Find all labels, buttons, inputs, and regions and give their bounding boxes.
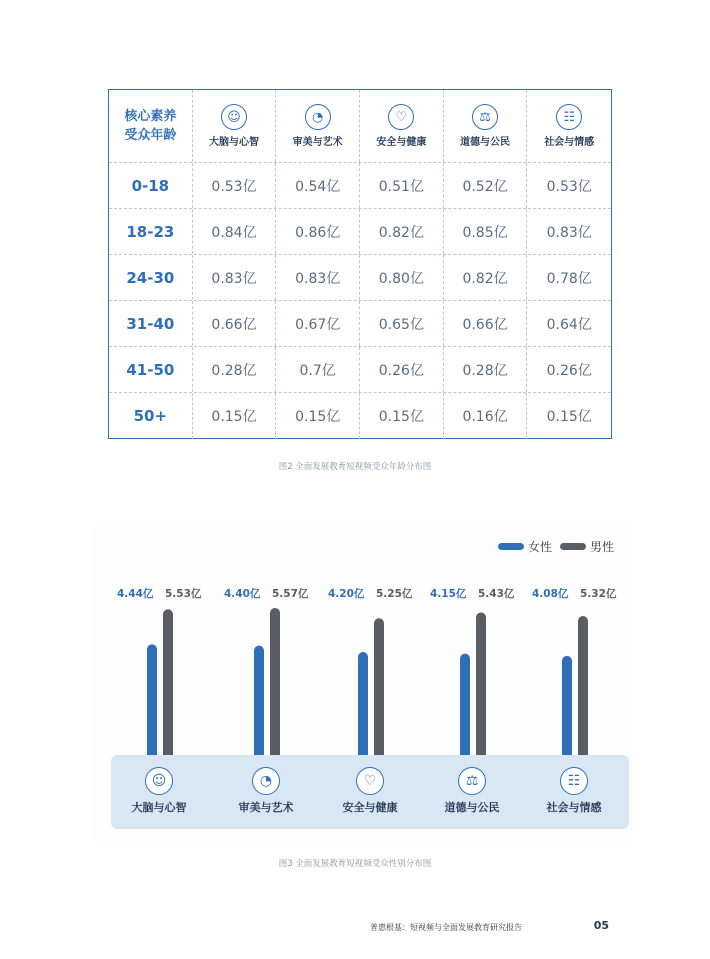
value-label-male: 5.43亿 [478,588,515,600]
palette-icon: ◔ [305,104,331,130]
scales-icon: ⚖ [458,767,486,795]
value-label-male: 5.32亿 [580,588,617,600]
value-label-male: 5.57亿 [272,588,309,600]
stethoscope-icon: ♡ [356,767,384,795]
value-label-female: 4.20亿 [328,588,365,600]
category-label: 大脑与心智 [131,801,187,814]
column-header-brain [193,90,277,162]
table-row [109,255,611,301]
column-header-label: 审美与艺术 [292,137,343,148]
category-item [216,767,316,815]
legend-item-male [560,538,614,555]
age-group-label: 31-40 [109,301,193,346]
category-item [422,767,522,815]
table-cell: 0.15亿 [193,393,277,439]
table-body [109,163,611,439]
value-label-female: 4.08亿 [532,588,569,600]
table-cell: 0.83亿 [193,255,277,300]
chart-caption: 图3 全面发展教育短视频受众性别分布图 [278,859,432,869]
table-header-row [109,90,611,163]
table-cell: 0.67亿 [276,301,360,346]
footer-title: 普惠根基：短视频与全面发展教育研究报告 [370,923,522,932]
table-cell: 0.53亿 [546,178,592,195]
scales-icon: ⚖ [472,104,498,130]
table-corner-header [109,90,193,162]
category-label: 审美与艺术 [238,801,294,814]
people-icon: ☷ [560,767,588,795]
column-header-morality [444,90,528,162]
category-item [320,767,420,815]
age-group-label: 50+ [109,393,193,439]
legend-swatch-female [498,543,524,550]
table-cell: 0.83亿 [276,255,360,300]
column-header-label: 大脑与心智 [209,137,259,148]
table-cell: 0.15亿 [276,393,360,439]
table-cell: 0.78亿 [546,270,592,287]
table-row [109,301,611,347]
table-cell: 0.82亿 [360,209,444,254]
table-row [109,209,611,255]
brain-icon: ☺ [145,767,173,795]
value-label-female: 4.40亿 [224,588,261,600]
table-cell: 0.54亿 [276,163,360,208]
legend-label-male: 男性 [589,540,614,554]
table-cell: 0.53亿 [193,163,277,208]
corner-line-1: 核心素养 [124,109,177,124]
table-row [109,163,611,209]
category-label: 道德与公民 [444,801,500,814]
table-row [109,393,611,439]
table-cell: 0.85亿 [444,209,528,254]
table-cell: 0.16亿 [444,393,528,439]
value-label-male: 5.25亿 [376,588,413,600]
table-cell: 0.83亿 [546,224,592,241]
table-cell: 0.15亿 [360,393,444,439]
palette-icon: ◔ [252,767,280,795]
age-group-label: 0-18 [109,163,193,208]
table-cell: 0.66亿 [193,301,277,346]
chart-legend [498,538,614,555]
brain-icon: ☺ [221,104,247,130]
table-cell: 0.51亿 [360,163,444,208]
table-cell: 0.7亿 [276,347,360,392]
column-header-label: 社会与情感 [544,137,595,148]
corner-line-2: 受众年龄 [124,128,177,143]
table-cell: 0.15亿 [546,409,592,425]
legend-item-female [498,538,552,555]
age-group-label: 24-30 [109,255,193,300]
value-label-male: 5.53亿 [165,588,202,600]
table-cell: 0.28亿 [193,347,277,392]
column-header-art [276,90,360,162]
column-header-social [527,90,611,162]
age-group-label: 41-50 [109,347,193,392]
category-label: 安全与健康 [342,801,398,814]
table-cell: 0.65亿 [360,301,444,346]
table-cell: 0.82亿 [444,255,528,300]
table-cell: 0.66亿 [444,301,528,346]
table-cell: 0.64亿 [546,316,592,333]
category-item [109,767,209,815]
table-cell: 0.28亿 [444,347,528,392]
category-label: 社会与情感 [546,801,602,814]
legend-swatch-male [560,543,586,550]
table-cell: 0.26亿 [546,362,592,379]
table-cell: 0.26亿 [360,347,444,392]
stethoscope-icon: ♡ [388,104,414,130]
column-header-health [360,90,444,162]
age-distribution-table [108,89,612,439]
table-cell: 0.80亿 [360,255,444,300]
table-cell: 0.52亿 [444,163,528,208]
table-row [109,347,611,393]
category-item [524,767,624,815]
column-header-label: 道德与公民 [460,137,511,148]
people-icon: ☷ [556,104,582,130]
value-label-female: 4.44亿 [117,588,154,600]
table-cell: 0.86亿 [276,209,360,254]
legend-label-female: 女性 [527,540,552,554]
table-cell: 0.84亿 [193,209,277,254]
value-label-female: 4.15亿 [430,588,467,600]
column-header-label: 安全与健康 [376,137,427,148]
table-caption: 图2 全面发展教育短视频受众年龄分布图 [278,462,432,472]
age-group-label: 18-23 [109,209,193,254]
page-number: 05 [593,919,609,932]
